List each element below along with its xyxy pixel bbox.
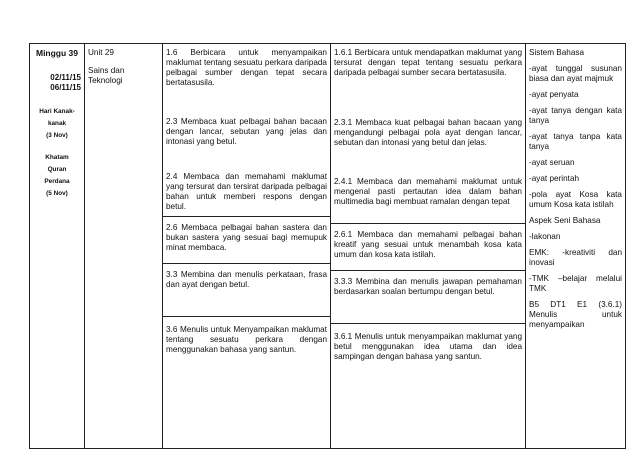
list-item: EMK: -kreativiti dan inovasi <box>529 248 622 267</box>
list-item: -lakonan <box>529 232 561 241</box>
event-line: Hari Kanak- <box>39 108 75 115</box>
lesson-plan-table <box>29 43 626 449</box>
date-end: 06/11/15 <box>50 83 81 92</box>
learning-standard-cell <box>331 44 526 449</box>
list-item: -ayat tanya dengan kata tanya <box>529 106 622 125</box>
list-item: Sistem Bahasa <box>529 48 585 57</box>
list-item: 3.3 Membina dan menulis perkataan, frasa dan ayat dengan betul. <box>166 270 327 289</box>
list-item: 3.3.3 Membina dan menulis jawapan pemahaman berdasarkan soalan bertumpu dengan betul. <box>334 277 522 296</box>
date-range <box>33 73 81 93</box>
event-line: (5 Nov) <box>46 190 68 197</box>
list-item: -pola ayat Kosa kata umum Kosa kata istilah <box>529 190 622 209</box>
standard-content-cell <box>163 44 331 449</box>
list-item: -TMK –belajar melalui TMK <box>529 274 622 293</box>
list-item: -ayat penyata <box>529 90 579 99</box>
list-item: 3.6.1 Menulis untuk menyampaikan maklumat yang betul menggunakan idea utama dan idea sampingan dengan bahasa yang santun. <box>334 332 522 361</box>
list-item: B5 DT1 E1 (3.6.1) Menulis untuk menyampaikan <box>529 300 622 329</box>
list-item: 2.6 Membaca pelbagai bahan sastera dan bukan sastera yang sesuai bagi memupuk minat membaca. <box>166 223 327 252</box>
week-label: Minggu 39 <box>35 48 79 58</box>
list-item: 1.6 Berbicara untuk menyampaikan maklumat tentang sesuatu perkara daripada pelbagai sumber dengan tepat secara bertatasusila. <box>166 48 327 87</box>
list-item: -ayat seruan <box>529 158 575 167</box>
event-list <box>33 106 81 200</box>
list-item: -ayat tanya tanpa kata tanya <box>529 132 622 151</box>
list-item: 1.6.1 Berbicara untuk mendapatkan maklumat yang tersurat dengan tepat tentang sesuatu perkara daripada pelbagai sumber secara bertatasusila. <box>334 48 522 77</box>
list-item: 3.6 Menulis untuk Menyampaikan maklumat tentang sesuatu perkara dengan menggunakan bahasa yang santun. <box>166 325 327 354</box>
list-item: 2.3.1 Membaca kuat pelbagai bahan bacaan yang mengandungi pelbagai pola ayat dengan lancar, sebutan dan intonasi yang betul dan jelas. <box>334 118 522 147</box>
event-line: kanak <box>47 120 67 127</box>
table-row <box>30 44 626 449</box>
list-item: 2.6.1 Membaca dan memahami pelbagai bahan kreatif yang sesuai untuk menambah kosa kata umum dan kosa kata istilah. <box>334 230 522 259</box>
list-item: 2.3 Membaca kuat pelbagai bahan bacaan dengan lancar, sebutan yang jelas dan intonasi yang betul. <box>166 117 327 146</box>
list-item: -ayat perintah <box>529 174 580 183</box>
unit-label: Unit 29 <box>88 48 114 57</box>
event-line: (3 Nov) <box>46 132 68 139</box>
list-item: 2.4.1 Membaca dan memahami maklumat untuk mengenal pasti pertautan idea dalam bahan multimedia bagi membuat ramalan dengan tepat <box>334 177 522 206</box>
list-item: 2.4 Membaca dan memahami maklumat yang tersurat dan tersirat daripada pelbagai bahan untuk memberi respons dengan betul. <box>166 172 327 211</box>
language-system-cell <box>526 44 626 449</box>
list-item: -ayat tunggal susunan biasa dan ayat majmuk <box>529 64 622 83</box>
week-cell <box>30 44 85 449</box>
event-line: Khatam <box>45 154 69 161</box>
list-item: Aspek Seni Bahasa <box>529 216 601 225</box>
event-line: Quran <box>47 166 67 173</box>
event-line: Perdana <box>44 178 70 185</box>
theme-label: Sains dan Teknologi <box>88 66 125 85</box>
date-start: 02/11/15 <box>50 73 81 82</box>
unit-cell <box>85 44 163 449</box>
